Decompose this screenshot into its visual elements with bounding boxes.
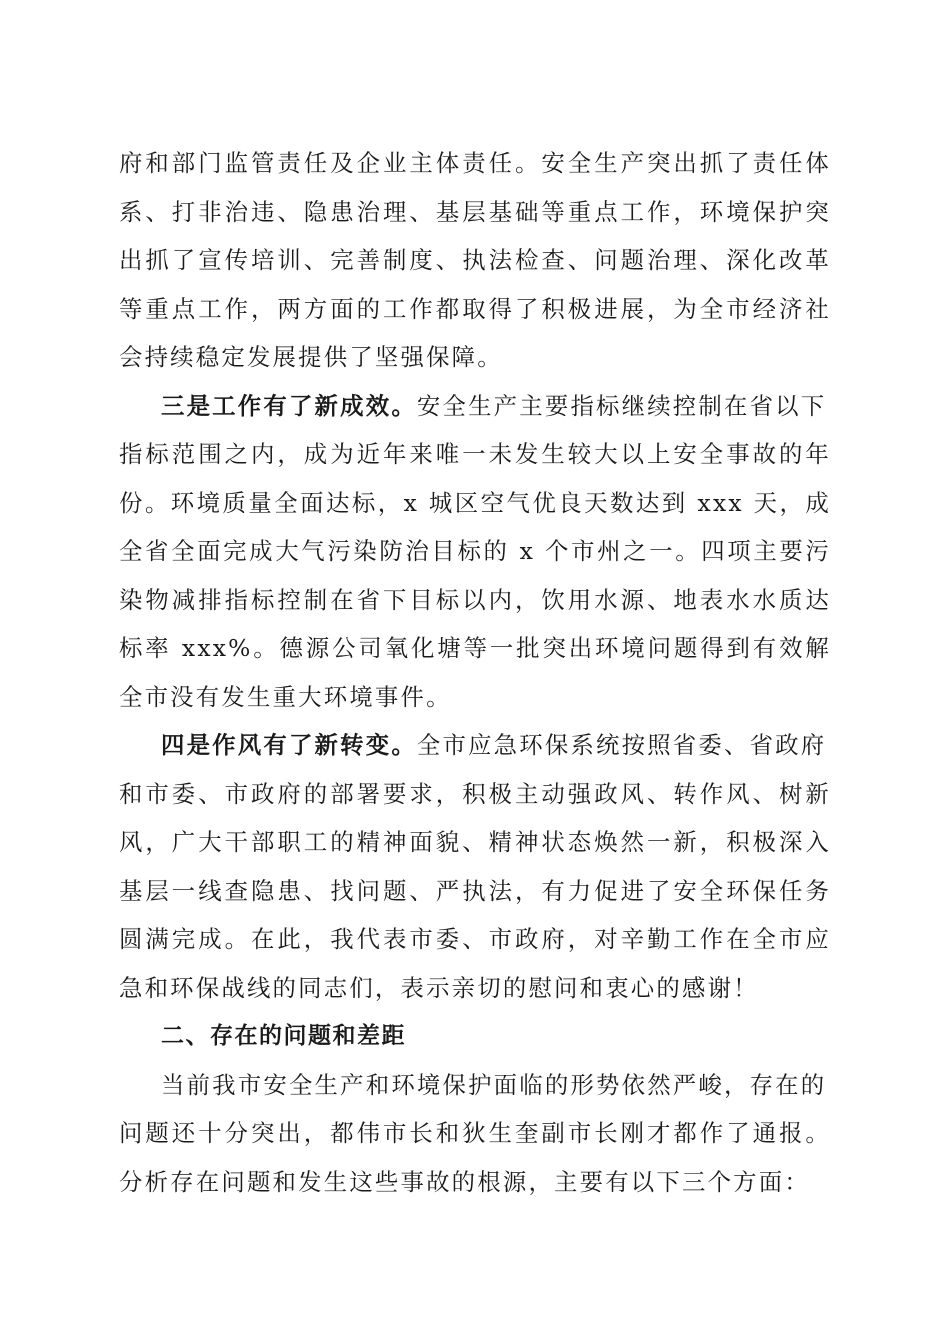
document-body [119,139,831,1206]
paragraph-line: 标率 xxx%。德源公司氧化塘等一批突出环境问题得到有效解 [119,634,831,662]
paragraph-line: 问题还十分突出，都伟市长和狄生奎副市长刚才都作了通报。 [119,1119,831,1147]
paragraph-text: 安全生产主要指标继续控制在省以下 [416,391,827,420]
paragraph-line: 全省全面完成大气污染防治目标的 x 个市州之一。四项主要污 [119,537,831,565]
paragraph-line: 系、打非治违、隐患治理、基层基础等重点工作，环境保护突 [119,197,831,226]
paragraph-line: 全市没有发生重大环境事件。 [119,682,452,711]
paragraph-text: 全市应急环保系统按照省委、省政府 [416,731,827,759]
paragraph-line: 府和部门监管责任及企业主体责任。安全生产突出抓了责任体 [119,149,831,177]
paragraph-lead: 四是作风有了新转变。 [161,731,417,759]
paragraph-line: 出抓了宣传培训、完善制度、执法检查、问题治理、深化改革 [119,246,831,274]
paragraph-line: 染物减排指标控制在省下目标以内，饮用水源、地表水水质达 [119,585,831,614]
paragraph-line: 会持续稳定发展提供了坚强保障。 [119,343,503,371]
paragraph-line: 等重点工作，两方面的工作都取得了积极进展，为全市经济社 [119,294,831,323]
paragraph-line: 急和环保战线的同志们，表示亲切的慰问和衷心的感谢！ [119,973,759,1002]
paragraph-line: 圆满完成。在此，我代表市委、市政府，对辛勤工作在全市应 [119,925,831,953]
paragraph-line: 份。环境质量全面达标，x 城区空气优良天数达到 xxx 天，成 [119,488,831,517]
paragraph-line: 基层一线查隐患、找问题、严执法，有力促进了安全环保任务 [119,876,831,905]
paragraph-line: 分析存在问题和发生这些事故的根源，主要有以下三个方面： [119,1167,810,1196]
paragraph-lead: 三是工作有了新成效。 [161,391,417,420]
paragraph-line: 指标范围之内，成为近年来唯一未发生较大以上安全事故的年 [119,440,831,468]
paragraph-first-line [119,382,831,431]
section-heading: 二、存在的问题和差距 [161,1023,406,1049]
paragraph-line: 和市委、市政府的部署要求，积极主动强政风、转作风、树新 [119,779,831,808]
paragraph-first-line [119,721,831,770]
paragraph-first-line: 当前我市安全生产和环境保护面临的形势依然严峻，存在的 [161,1070,827,1099]
paragraph-line: 风，广大干部职工的精神面貌、精神状态焕然一新，积极深入 [119,828,831,856]
